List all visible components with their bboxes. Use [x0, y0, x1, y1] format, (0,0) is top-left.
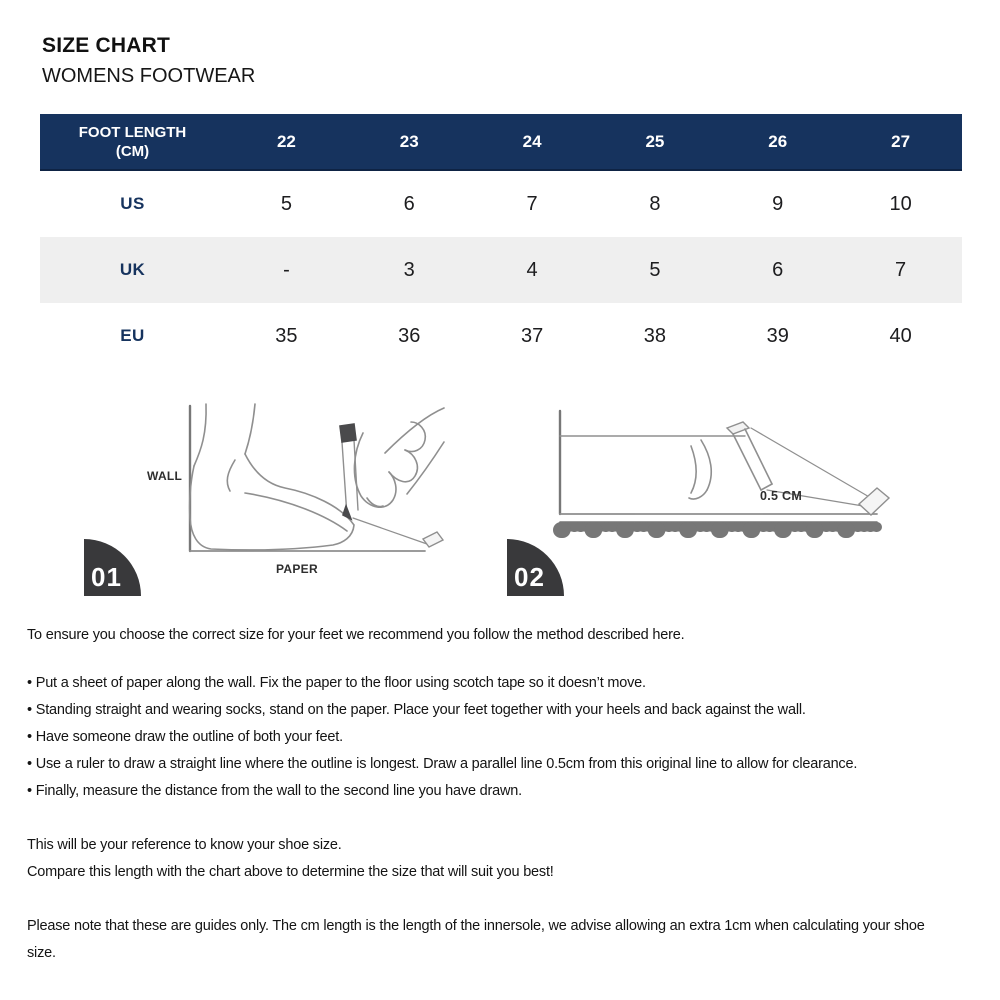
instruction-step: • Standing straight and wearing socks, stand on the paper. Place your feet together with your heels and back against the wall.	[27, 697, 992, 724]
uk-size-cell: -	[283, 258, 290, 281]
reference-line2: Compare this length with the chart above to determine the size that will suit you best!	[27, 864, 554, 880]
page-title: SIZE CHART	[42, 34, 170, 57]
instruction-step: • Put a sheet of paper along the wall. Fix the paper to the floor using scotch tape so it doesn’t move.	[27, 670, 992, 697]
row-label-eu: EU	[120, 326, 145, 345]
us-size-cell: 6	[403, 192, 415, 215]
uk-size-cell: 7	[895, 258, 907, 281]
header-size-23: 23	[399, 131, 419, 151]
table-row-eu	[40, 303, 962, 369]
header-size-27: 27	[891, 131, 911, 151]
step2-number: 02	[514, 562, 545, 592]
size-chart-table	[40, 114, 962, 369]
header-size-25: 25	[645, 131, 665, 151]
wall-label: WALL	[147, 469, 183, 483]
header-foot-length-label: FOOT LENGTH (CM)	[78, 123, 187, 160]
instructions-intro: To ensure you choose the correct size for your feet we recommend you follow the method described here.	[27, 627, 685, 643]
title-block	[42, 34, 255, 88]
clearance-label: 0.5 CM	[760, 489, 803, 503]
uk-size-cell: 5	[649, 258, 661, 281]
us-size-cell: 8	[649, 192, 661, 215]
us-size-cell: 9	[772, 192, 784, 215]
eu-size-cell: 38	[643, 324, 667, 347]
instruction-step: • Use a ruler to draw a straight line where the outline is longest. Draw a parallel line 0.5cm from this original line to allow for clearance.	[27, 751, 992, 778]
measurement-illustrations	[0, 398, 1000, 610]
step2-ruler-illustration	[505, 398, 920, 598]
reference-line1: This will be your reference to know your shoe size.	[27, 837, 342, 853]
note-paragraph: Please note that these are guides only. The cm length is the length of the innersole, we advise allowing an extra 1cm when calculating your shoe size.	[27, 918, 925, 961]
header-foot-length	[40, 114, 225, 169]
instruction-step: • Have someone draw the outline of both your feet.	[27, 724, 992, 751]
table-row-uk	[40, 237, 962, 303]
header-size-24: 24	[522, 131, 542, 151]
instructions-section	[27, 622, 992, 967]
eu-size-cell: 37	[520, 324, 544, 347]
uk-size-cell: 6	[772, 258, 784, 281]
eu-size-cell: 39	[766, 324, 789, 347]
instruction-step: • Finally, measure the distance from the wall to the second line you have drawn.	[27, 778, 992, 805]
row-label-uk: UK	[119, 260, 146, 279]
eu-size-cell: 36	[398, 324, 421, 347]
uk-size-cell: 3	[403, 258, 415, 281]
us-size-cell: 10	[889, 192, 912, 215]
table-header-row	[40, 114, 962, 171]
page-subtitle: WOMENS FOOTWEAR	[42, 65, 256, 87]
step1-number: 01	[91, 562, 122, 592]
uk-size-cell: 4	[526, 258, 538, 281]
us-size-cell: 5	[280, 192, 292, 215]
header-size-22: 22	[276, 131, 296, 151]
eu-size-cell: 35	[275, 324, 298, 347]
reference-paragraph	[27, 832, 992, 886]
paper-label: PAPER	[276, 562, 318, 576]
row-label-us: US	[120, 194, 145, 213]
header-size-26: 26	[768, 131, 788, 151]
table-row-us	[40, 171, 962, 237]
eu-size-cell: 40	[889, 324, 912, 347]
us-size-cell: 7	[526, 192, 538, 215]
step1-foot-measure-illustration	[85, 398, 445, 598]
